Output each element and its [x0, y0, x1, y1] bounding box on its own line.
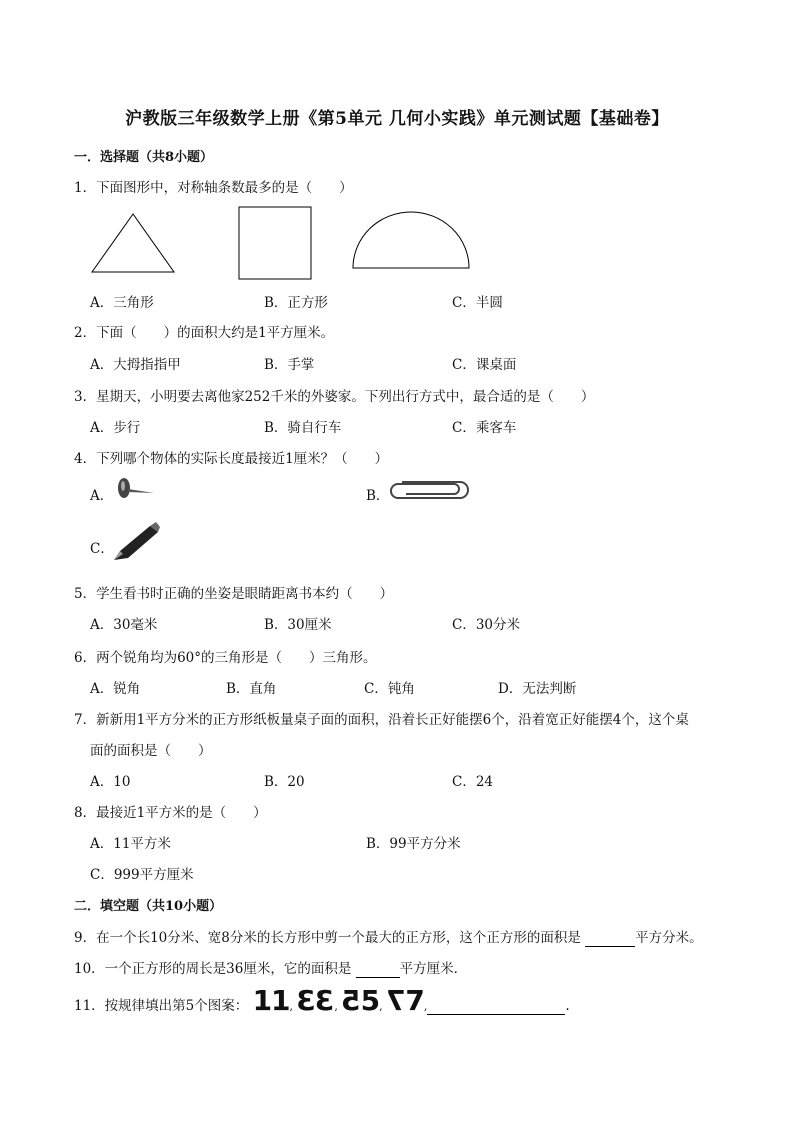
paperclip-icon — [388, 479, 470, 501]
q6-option-d: D．无法判断 — [498, 681, 577, 697]
q4-option-c: C． — [90, 541, 114, 557]
pattern-comma: , — [289, 1000, 294, 1013]
question-10 — [74, 957, 467, 978]
q4-option-b: B． — [366, 488, 390, 504]
q10-text: 10．一个正方形的周长是36厘米，它的面积是 — [74, 961, 352, 977]
section-choice-heading: 一．选择题（共8小题） — [74, 150, 214, 165]
q8-option-c: C．999平方厘米 — [90, 867, 194, 883]
q5-option-a: A．30毫米 — [90, 617, 158, 633]
question-8: 8．最接近1平方米的是（ ） — [74, 805, 267, 821]
pattern-2: 33 — [297, 984, 335, 1017]
q1-option-a: A．三角形 — [90, 295, 154, 311]
q7-option-c: C．24 — [452, 774, 494, 790]
q6-option-a: A．锐角 — [90, 681, 141, 697]
question-7-line-1: 7．新新用1平方分米的正方形纸板量桌子面的面积，沿着长正好能摆6个，沿着宽正好能摆4个，这个桌 — [74, 712, 689, 728]
page-title: 沪教版三年级数学上册《第5单元 几何小实践》单元测试题【基础卷】 — [125, 109, 669, 129]
q10-answer-blank[interactable] — [356, 961, 400, 978]
pattern-comma: , — [379, 1000, 383, 1013]
semicircle-figure — [352, 210, 470, 272]
section-fill-heading: 二．填空题（共10小题） — [74, 899, 223, 914]
triangle-figure — [90, 212, 176, 274]
question-7-line-2: 面的面积是（ ） — [90, 743, 212, 759]
pattern-comma: , — [423, 1000, 428, 1013]
q2-option-b: B．手掌 — [264, 357, 315, 373]
question-4: 4．下列哪个物体的实际长度最接近1厘米？（ ） — [74, 451, 389, 467]
pattern-3: 55 — [342, 984, 380, 1017]
q2-option-a: A．大拇指指甲 — [90, 357, 181, 373]
q9-unit: 平方分米。 — [635, 930, 703, 946]
pattern-1: 11 — [252, 984, 290, 1017]
question-5: 5．学生看书时正确的坐姿是眼睛距离书本约（ ） — [74, 586, 394, 602]
q5-option-c: C．30分米 — [452, 617, 521, 633]
q3-option-b: B．骑自行车 — [264, 420, 342, 436]
q11-end: . — [565, 998, 570, 1014]
q2-option-c: C．课桌面 — [452, 357, 517, 373]
question-3: 3．星期天，小明要去离他家252千米的外婆家。下列出行方式中，最合适的是（ ） — [74, 389, 595, 405]
pen-icon — [110, 520, 162, 564]
q9-answer-blank[interactable] — [585, 930, 635, 947]
q6-option-b: B．直角 — [226, 681, 277, 697]
q5-option-b: B．30厘米 — [264, 617, 332, 633]
question-11 — [74, 984, 570, 1018]
q6-option-c: C．钝角 — [364, 681, 415, 697]
pattern-4: 77 — [386, 984, 424, 1017]
q11-answer-blank[interactable] — [427, 998, 565, 1015]
question-2: 2．下面（ ）的面积大约是1平方厘米。 — [74, 325, 335, 341]
q7-option-b: B．20 — [264, 774, 305, 790]
thumbtack-icon — [114, 476, 156, 504]
q3-option-c: C．乘客车 — [452, 420, 517, 436]
q3-option-a: A．步行 — [90, 420, 141, 436]
q8-option-b: B．99平方分米 — [366, 836, 461, 852]
q7-option-a: A．10 — [90, 774, 131, 790]
pattern-comma: , — [334, 1000, 338, 1013]
question-9 — [74, 926, 703, 947]
q1-option-b: B．正方形 — [264, 295, 328, 311]
q1-option-c: C．半圆 — [452, 295, 503, 311]
q9-text: 9．在一个长10分米、宽8分米的长方形中剪一个最大的正方形，这个正方形的面积是 — [74, 930, 581, 946]
q11-text: 11．按规律填出第5个图案： — [74, 998, 249, 1014]
square-figure — [238, 206, 312, 280]
question-1: 1．下面图形中，对称轴条数最多的是（ ） — [74, 180, 353, 196]
q8-option-a: A．11平方米 — [90, 836, 171, 852]
q10-unit: 平方厘米． — [399, 961, 468, 977]
q4-option-a: A． — [90, 488, 114, 504]
question-6: 6．两个锐角均为60°的三角形是（ ）三角形。 — [74, 650, 377, 666]
